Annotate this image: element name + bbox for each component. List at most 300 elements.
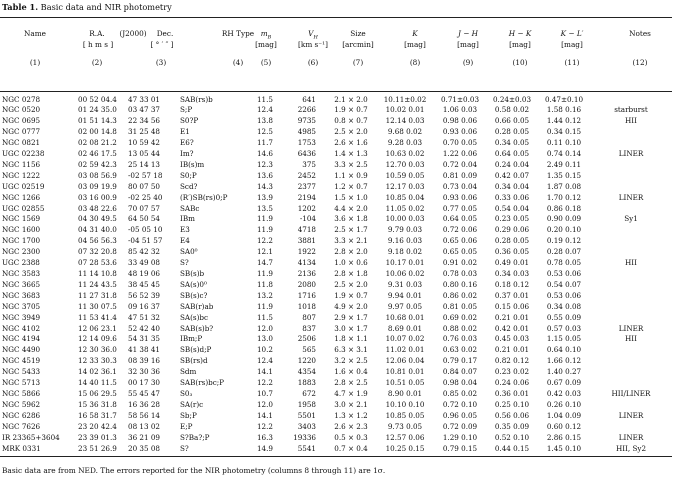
cell-v-h: 6436 [297,149,316,159]
cell-v-h: 837 [302,323,316,333]
cell-size: 1.3 × 1.2 [334,410,368,420]
cell-notes: HII, Sy2 [615,443,647,453]
cell-ra: 12 30 36.0 [78,345,117,355]
cell-size: 3.3 × 2.1 [334,236,368,246]
cell-dec: 54 31 35 [128,334,161,344]
cell-h-k: 0.82 0.12 [494,356,530,366]
cell-rh-type: S0;P [180,170,197,180]
cell-notes: starburst [614,105,648,115]
cell-m-b: 12.2 [256,236,273,246]
cell-k-mag: 8.90 0.01 [387,388,423,398]
cell-k-mag: 9.68 0.02 [387,127,423,137]
header-rhtype: RH Type [221,29,255,38]
cell-galaxy-name: NGC 1700 [2,236,41,246]
cell-galaxy-name: NGC 5962 [2,399,41,409]
cell-ra: 04 30 49.5 [78,214,117,224]
cell-rh-type: Im? [180,149,194,159]
header-dec-units: [ ° ′ ″ ] [150,40,174,49]
cell-notes [590,400,672,411]
cell-k-l: 0.57 0.03 [546,323,582,333]
cell-size: 1.1 × 0.9 [334,170,368,180]
cell-k-mag: 12.57 0.06 [385,432,425,442]
cell-k-l: 1.87 0.08 [546,181,582,191]
cell-size: 2.8 × 2.5 [334,378,368,388]
cell-k-mag: 10.85 0.04 [385,192,425,202]
cell-galaxy-name: UGC 02855 [2,203,45,213]
cell-m-b: 11.9 [256,301,273,311]
cell-v-h: 2136 [297,269,316,278]
cell-galaxy-name: NGC 7626 [2,421,41,431]
header-num-7: (7) [352,58,364,67]
cell-k-mag: 10.59 0.05 [385,170,425,180]
cell-k-l: 0.54 0.07 [546,279,582,289]
header-dec: Dec. [156,29,174,38]
header-name: Name [24,29,46,38]
cell-size: 6.3 × 3.1 [334,345,368,355]
cell-j-h: 0.63 0.02 [442,345,478,355]
cell-dec: 58 56 14 [128,410,161,420]
cell-k-l: 0.90 0.09 [546,214,582,224]
cell-ra: 01 51 14.3 [78,116,117,126]
table-row [0,345,672,356]
cell-h-k: 0.66 0.05 [494,116,530,126]
cell-v-h: 3881 [297,236,316,246]
cell-m-b: 14.1 [256,410,273,420]
cell-k-mag: 10.25 0.15 [385,443,425,453]
cell-k-mag: 9.28 0.03 [387,138,423,148]
header-num-10: (10) [512,58,528,67]
cell-h-k: 0.23 0.05 [494,214,530,224]
cell-h-k: 0.15 0.06 [494,301,530,311]
cell-notes [590,138,672,149]
cell-galaxy-name: NGC 5866 [2,388,41,398]
cell-h-k: 0.37 0.01 [494,290,530,300]
cell-galaxy-name: NGC 0777 [2,127,41,137]
header-epoch: (J2000) [119,29,147,38]
cell-dec: 47 51 32 [128,312,161,322]
header-kl: K − L′ [560,29,584,38]
cell-v-h: 4718 [297,225,316,235]
cell-h-k: 0.36 0.05 [494,247,530,257]
cell-k-l: 1.15 0.05 [546,334,582,344]
cell-dec: 41 38 41 [128,345,161,355]
cell-notes [590,291,672,302]
cell-k-mag: 11.02 0.01 [385,345,425,355]
cell-size: 1.9 × 0.7 [334,105,368,115]
cell-dec: 55 45 47 [128,388,161,398]
cell-k-mag: 10.11±0.02 [383,94,427,104]
cell-j-h: 0.72 0.06 [442,225,478,235]
cell-notes [590,345,672,356]
cell-j-h: 0.64 0.05 [442,214,478,224]
cell-v-h: 2506 [297,334,316,344]
cell-rh-type: S;P [180,105,193,115]
cell-ra: 11 53 41.4 [78,312,117,322]
cell-rh-type: SAB(rs)bc;P [180,378,225,388]
cell-dec: 09 16 37 [128,301,161,311]
cell-rh-type: SAB(r)ab [180,301,214,311]
cell-h-k: 0.34 0.04 [494,181,530,191]
cell-notes [590,160,672,171]
cell-size: 1.8 × 1.1 [334,334,368,344]
cell-k-mag: 9.18 0.02 [387,247,423,257]
cell-rh-type: SB(s)b [180,269,205,278]
cell-dec: 16 36 28 [128,399,161,409]
header-jh: J − H [457,29,479,38]
cell-h-k: 0.36 0.01 [494,388,530,398]
table-row [0,433,672,444]
cell-j-h: 1.22 0.06 [442,149,478,159]
cell-dec: 36 21 09 [128,432,161,442]
header-num-1: (1) [29,58,41,67]
cell-notes [590,367,672,378]
header-num-2: (2) [91,58,103,67]
cell-v-h: 4985 [297,127,316,137]
cell-notes [590,204,672,215]
cell-v-h: 1958 [297,399,316,409]
cell-v-h: 5501 [297,410,316,420]
cell-galaxy-name: UGC 02238 [2,149,45,159]
cell-ra: 15 36 31.8 [78,399,117,409]
cell-size: 0.8 × 0.7 [334,116,368,126]
cell-k-l: 1.66 0.12 [546,356,582,366]
cell-k-mag: 10.10 0.10 [385,399,425,409]
header-ra: R.A. [89,29,105,38]
cell-m-b: 12.2 [256,421,273,431]
cell-j-h: 0.77 0.05 [442,203,478,213]
cell-m-b: 14.6 [256,149,273,159]
cell-galaxy-name: MRK 0331 [2,443,41,453]
cell-rh-type: S0₃ [180,388,193,398]
cell-j-h: 0.86 0.02 [442,290,478,300]
cell-m-b: 11.9 [256,269,273,278]
cell-notes [590,225,672,236]
cell-size: 2.9 × 1.7 [334,312,368,322]
cell-ra: 11 24 43.5 [78,279,117,289]
cell-k-mag: 11.05 0.02 [385,203,425,213]
cell-rh-type: E6? [180,138,194,148]
cell-dec: 38 45 45 [128,279,161,289]
cell-v-h: 1018 [297,301,316,311]
cell-ra: 23 39 01.3 [78,432,117,442]
cell-h-k: 0.35 0.09 [494,421,530,431]
header-num-3: (3) [155,58,167,67]
cell-ra: 02 59 42.3 [78,159,117,169]
cell-k-l: 0.19 0.12 [546,236,582,246]
cell-k-l: 1.35 0.15 [546,170,582,180]
cell-k-mag: 8.69 0.01 [387,323,423,333]
cell-dec: 08 13 02 [128,421,161,431]
cell-size: 2.8 × 1.8 [334,269,368,278]
cell-v-h: 1753 [297,138,316,148]
header-hk: H − K [508,29,532,38]
cell-notes [590,182,672,193]
cell-dec: 70 07 57 [128,203,161,213]
cell-m-b: 12.1 [256,247,273,257]
cell-ra: 00 52 04.4 [78,94,117,104]
cell-ra: 15 06 29.5 [78,388,117,398]
table-title-label: Table 1. [2,2,39,12]
header-num-5: (5) [260,58,272,67]
header-mb: $m_B$ [260,29,272,41]
cell-ra: 23 51 26.9 [78,443,117,453]
cell-galaxy-name: NGC 3683 [2,290,41,300]
cell-galaxy-name: NGC 1266 [2,192,41,202]
cell-size: 3.3 × 2.5 [334,159,368,169]
cell-k-l: 0.34 0.15 [546,127,582,137]
cell-ra: 07 32 20.8 [78,247,117,257]
table-row [0,95,672,106]
cell-k-l: 0.20 0.10 [546,225,582,235]
cell-rh-type: SA(r)c [180,399,204,409]
cell-h-k: 0.58 0.02 [494,105,530,115]
cell-size: 1.0 × 0.6 [334,258,368,268]
cell-j-h: 0.79 0.15 [442,443,478,453]
cell-j-h: 0.79 0.17 [442,356,478,366]
cell-j-h: 0.93 0.06 [442,192,478,202]
cell-rh-type: SA(s)bc [180,312,209,322]
cell-size: 1.6 × 0.4 [334,367,368,377]
cell-h-k: 0.56 0.06 [494,410,530,420]
cell-ra: 02 46 17.5 [78,149,117,159]
table-row [0,291,672,302]
cell-dec: 25 14 13 [128,159,161,169]
cell-ra: 03 16 00.9 [78,192,117,202]
cell-m-b: 12.4 [256,356,273,366]
cell-dec: 13 05 44 [128,149,161,159]
cell-k-l: 0.26 0.10 [546,399,582,409]
cell-k-l: 0.74 0.14 [546,149,582,159]
table-row [0,334,672,345]
table-title-text: Basic data and NIR photometry [40,2,172,12]
cell-rh-type: SAB(s)b? [180,323,214,333]
cell-rh-type: SB(s)d;P [180,345,212,355]
top-rule [0,17,672,18]
cell-v-h: 2452 [297,170,316,180]
cell-galaxy-name: NGC 3665 [2,279,41,289]
cell-h-k: 0.64 0.05 [494,149,530,159]
table-row [0,225,672,236]
table-row [0,214,672,225]
table-row [0,171,672,182]
data-table [0,95,672,455]
cell-h-k: 0.21 0.01 [494,345,530,355]
cell-ra: 11 14 10.8 [78,269,117,278]
cell-k-mag: 10.81 0.01 [385,367,425,377]
cell-notes: LINER [618,432,644,442]
cell-galaxy-name: NGC 2300 [2,247,41,257]
table-row [0,324,672,335]
cell-galaxy-name: NGC 1156 [2,159,41,169]
cell-k-mag: 10.63 0.02 [385,149,425,159]
cell-dec: -04 51 57 [128,236,163,246]
table-row [0,258,672,269]
cell-dec: 33 49 08 [128,258,161,268]
cell-m-b: 11.5 [256,94,273,104]
cell-galaxy-name: NGC 5433 [2,367,41,377]
cell-h-k: 0.28 0.05 [494,236,530,246]
cell-k-mag: 9.73 0.05 [387,421,423,431]
cell-ra: 14 02 36.1 [78,367,117,377]
cell-ra: 12 06 23.1 [78,323,117,333]
cell-m-b: 11.7 [256,138,273,148]
cell-j-h: 0.84 0.07 [442,367,478,377]
cell-k-mag: 12.17 0.03 [385,181,425,191]
cell-dec: 64 50 54 [128,214,161,224]
cell-j-h: 0.76 0.03 [442,334,478,344]
cell-notes: HII [625,258,637,268]
cell-j-h: 0.65 0.05 [442,247,478,257]
cell-size: 3.6 × 1.8 [334,214,368,224]
cell-m-b: 13.6 [256,170,273,180]
cell-j-h: 1.29 0.10 [442,432,478,442]
cell-dec: 22 34 56 [128,116,161,126]
cell-size: 1.4 × 1.3 [334,149,368,159]
cell-galaxy-name: NGC 1600 [2,225,41,235]
cell-notes: LINER [618,323,644,333]
cell-notes: LINER [618,410,644,420]
table-row [0,378,672,389]
cell-j-h: 0.88 0.02 [442,323,478,333]
cell-j-h: 0.71±0.03 [440,94,480,104]
header-size-units: [arcmin] [342,40,374,49]
table-row [0,280,672,291]
cell-v-h: 5541 [297,443,316,453]
cell-k-l: 1.58 0.16 [546,105,582,115]
cell-k-mag: 10.85 0.05 [385,410,425,420]
cell-rh-type: Scd? [180,181,198,191]
cell-galaxy-name: NGC 6286 [2,410,41,420]
cell-ra: 03 48 22.6 [78,203,117,213]
table-row [0,302,672,313]
cell-notes [590,356,672,367]
cell-rh-type: IBm [180,214,195,224]
cell-dec: 48 19 06 [128,269,161,278]
cell-galaxy-name: UGC 02519 [2,181,45,191]
cell-dec: 31 25 48 [128,127,161,137]
cell-size: 3.0 × 2.1 [334,399,368,409]
cell-m-b: 12.2 [256,378,273,388]
cell-j-h: 0.78 0.03 [442,269,478,278]
header-num-4: (4) [232,58,244,67]
cell-ra: 11 30 07.5 [78,301,117,311]
header-k: K [412,29,418,38]
cell-h-k: 0.44 0.15 [494,443,530,453]
cell-j-h: 0.93 0.06 [442,127,478,137]
cell-ra: 11 27 31.8 [78,290,117,300]
cell-dec: 52 42 40 [128,323,161,333]
cell-m-b: 16.3 [256,432,273,442]
cell-m-b: 11.5 [256,312,273,322]
cell-v-h: 1202 [297,203,316,213]
header-ra-units: [ h m s ] [82,40,114,49]
cell-ra: 02 08 21.2 [78,138,117,148]
header-vh-units: [km s⁻¹] [298,40,328,49]
table-row [0,182,672,193]
cell-size: 1.2 × 0.7 [334,181,368,191]
cell-ra: 01 24 35.0 [78,105,117,115]
cell-dec: -02 57 18 [128,170,163,180]
cell-size: 2.1 × 2.0 [334,94,368,104]
cell-h-k: 0.21 0.01 [494,312,530,322]
cell-h-k: 0.24±0.03 [492,94,532,104]
cell-rh-type: (R′)SB(rs)0;P [180,192,228,202]
cell-rh-type: S? [180,258,189,268]
table-row [0,313,672,324]
cell-galaxy-name: NGC 0278 [2,94,41,104]
cell-notes [590,422,672,433]
cell-k-mag: 10.00 0.03 [385,214,425,224]
cell-k-l: 2.86 0.15 [546,432,582,442]
cell-v-h: 19336 [293,432,316,442]
cell-rh-type: E3 [180,225,190,235]
cell-notes [590,127,672,138]
cell-ra: 12 14 09.6 [78,334,117,344]
cell-h-k: 0.28 0.05 [494,127,530,137]
cell-k-mag: 9.79 0.03 [387,225,423,235]
cell-rh-type: IBm;P [180,334,203,344]
cell-dec: 08 39 16 [128,356,161,366]
cell-notes: HII [625,116,637,126]
cell-k-mag: 10.51 0.05 [385,378,425,388]
table-row [0,400,672,411]
cell-k-l: 0.34 0.08 [546,301,582,311]
cell-ra: 03 09 19.9 [78,181,117,191]
cell-m-b: 11.8 [256,279,273,289]
cell-galaxy-name: NGC 0520 [2,105,41,115]
cell-rh-type: SA0⁰ [180,247,198,257]
cell-v-h: -104 [299,214,316,224]
cell-m-b: 11.9 [256,214,273,224]
cell-h-k: 0.34 0.05 [494,138,530,148]
cell-k-mag: 10.02 0.01 [385,105,425,115]
cell-k-mag: 9.94 0.01 [387,290,423,300]
cell-k-l: 1.40 0.27 [546,367,582,377]
header-rule [0,91,672,92]
cell-v-h: 2266 [297,105,316,115]
table-footnote: Basic data are from NED. The errors reported for the NIR photometry (columns 8 through 11) are 1σ. [2,466,386,475]
cell-size: 2.5 × 1.7 [334,225,368,235]
cell-notes [590,247,672,258]
cell-notes: HII [625,334,637,344]
cell-size: 4.7 × 1.9 [334,388,368,398]
cell-galaxy-name: NGC 1222 [2,170,41,180]
cell-k-l: 0.42 0.03 [546,388,582,398]
header-size: Size [350,29,366,38]
cell-rh-type: E;P [180,421,193,431]
cell-size: 3.2 × 2.5 [334,356,368,366]
cell-rh-type: Sdm [180,367,197,377]
cell-ra: 04 56 56.3 [78,236,117,246]
table-row [0,422,672,433]
cell-ra: 16 58 31.7 [78,410,117,420]
header-num-11: (11) [564,58,580,67]
cell-notes: LINER [618,149,644,159]
cell-m-b: 12.0 [256,399,273,409]
cell-h-k: 0.42 0.01 [494,323,530,333]
table-row [0,138,672,149]
cell-notes: LINER [618,192,644,202]
cell-v-h: 565 [302,345,316,355]
bottom-rule [0,456,672,457]
cell-j-h: 0.98 0.04 [442,378,478,388]
cell-size: 4.4 × 2.0 [334,203,368,213]
cell-rh-type: SAB(rs)b [180,94,213,104]
cell-galaxy-name: NGC 4490 [2,345,41,355]
cell-k-l: 0.53 0.06 [546,290,582,300]
cell-m-b: 12.0 [256,323,273,333]
cell-dec: 20 35 08 [128,443,161,453]
